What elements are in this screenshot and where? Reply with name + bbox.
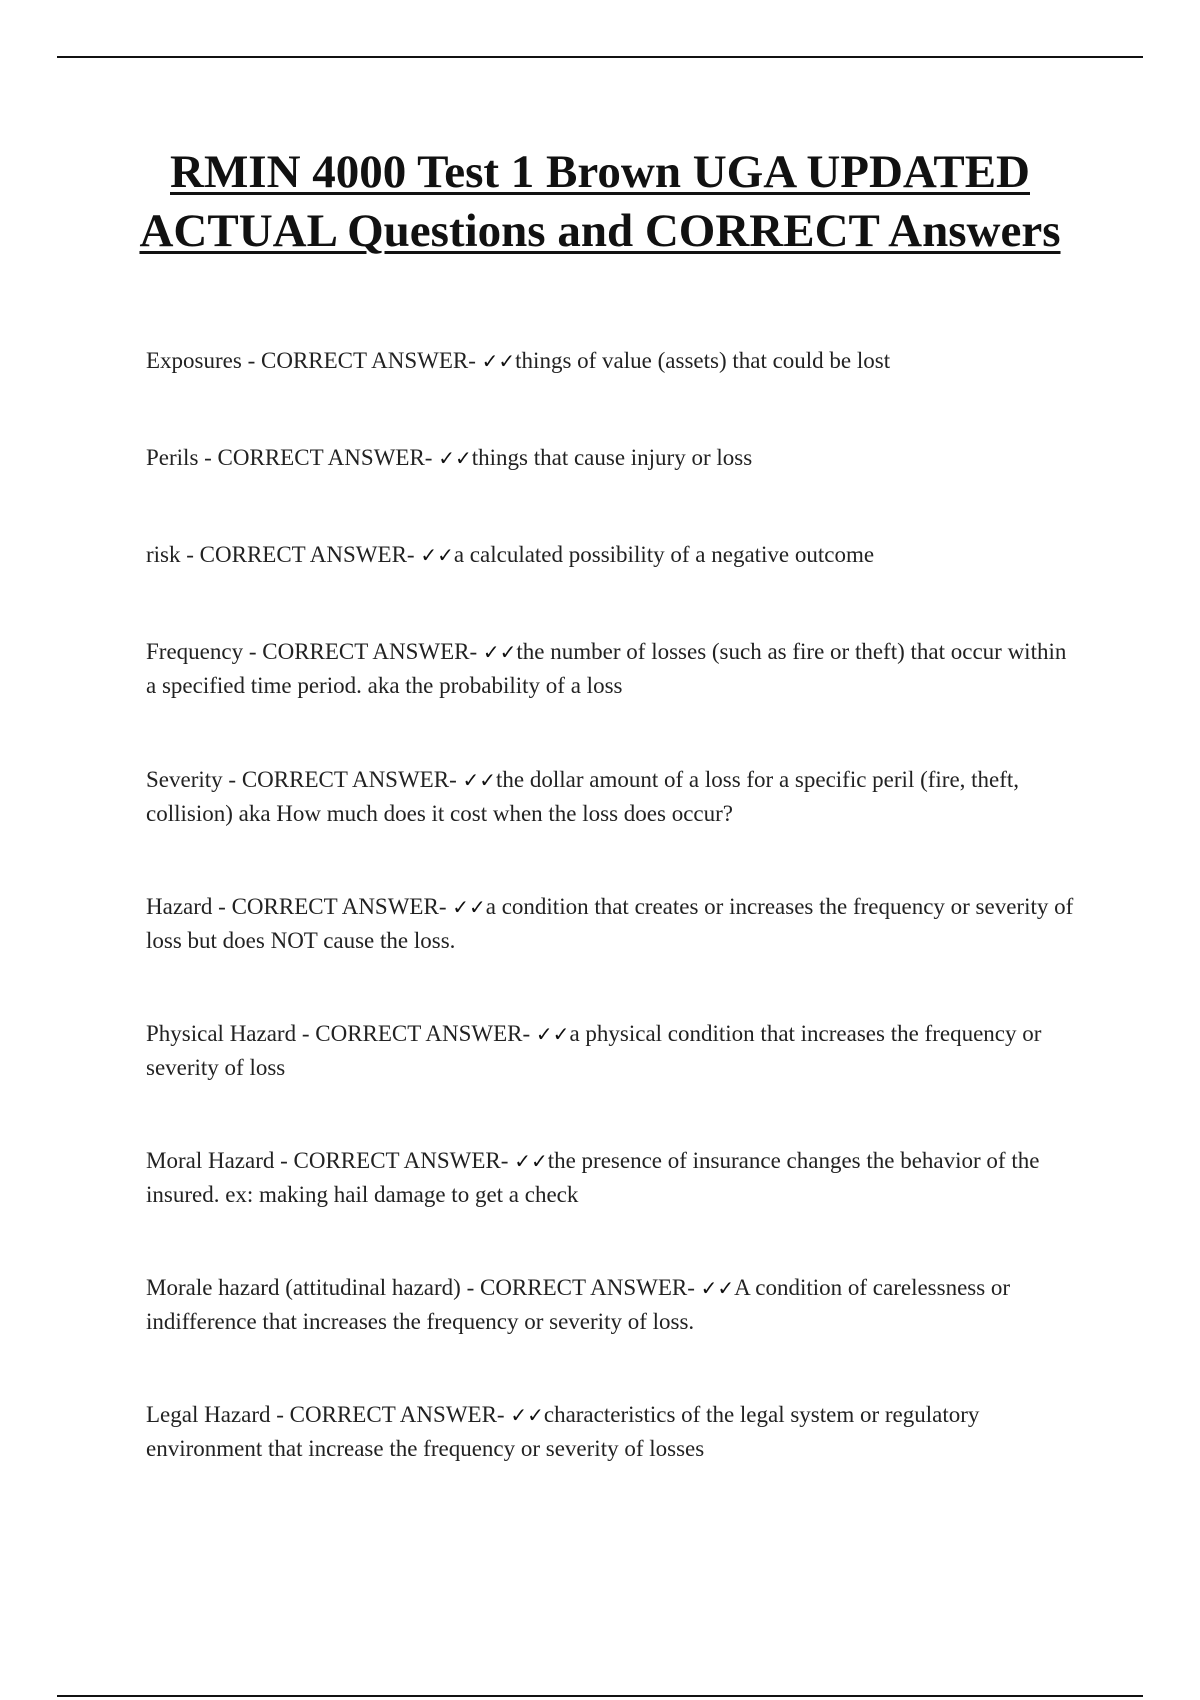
qa-definition: A condition of carelessness or indifference that increases the frequency or severity of loss. xyxy=(146,1275,1011,1334)
answer-marker: - CORRECT ANSWER- xyxy=(186,542,421,567)
qa-term: risk xyxy=(146,542,181,567)
answer-marker: - CORRECT ANSWER- xyxy=(218,894,453,919)
qa-item-frequency xyxy=(146,635,1076,702)
answer-marker: - CORRECT ANSWER- xyxy=(466,1275,701,1300)
check-icon: ✓✓ xyxy=(514,1149,548,1173)
check-icon: ✓✓ xyxy=(438,446,472,470)
qa-definition: things of value (assets) that could be lost xyxy=(515,348,891,373)
qa-definition: a condition that creates or increases the frequency or severity of loss but does NOT cause the loss. xyxy=(146,894,1074,953)
check-icon: ✓✓ xyxy=(535,1022,570,1046)
qa-term: Legal Hazard xyxy=(146,1402,271,1427)
answer-marker: - CORRECT ANSWER- xyxy=(228,767,463,792)
check-icon: ✓✓ xyxy=(482,640,517,664)
qa-item-risk xyxy=(146,538,1076,572)
qa-item-legal-hazard xyxy=(146,1398,1076,1465)
qa-definition: the number of losses (such as fire or theft) that occur within a specified time period. aka the probability of a loss xyxy=(146,639,1067,698)
qa-item-moral-hazard xyxy=(146,1144,1076,1211)
check-icon: ✓✓ xyxy=(510,1403,544,1427)
check-icon: ✓✓ xyxy=(420,543,454,567)
top-rule xyxy=(57,56,1143,58)
qa-term: Morale hazard (attitudinal hazard) xyxy=(146,1275,461,1300)
qa-item-severity xyxy=(146,763,1076,830)
qa-item-perils xyxy=(146,441,1076,475)
check-icon: ✓✓ xyxy=(481,349,516,373)
qa-term: Perils xyxy=(146,445,199,470)
answer-marker: - CORRECT ANSWER- xyxy=(301,1021,536,1046)
answer-marker: - CORRECT ANSWER- xyxy=(276,1402,511,1427)
page-title: RMIN 4000 Test 1 Brown UGA UPDATED ACTUAL Questions and CORRECT Answers xyxy=(139,146,1061,257)
qa-item-hazard xyxy=(146,890,1076,957)
qa-definition: the dollar amount of a loss for a specific peril (fire, theft, collision) aka How much does it cost when the loss does occur? xyxy=(146,767,1020,826)
qa-term: Hazard xyxy=(146,894,213,919)
qa-definition: characteristics of the legal system or regulatory environment that increase the frequency or severity of losses xyxy=(146,1402,980,1461)
check-icon: ✓✓ xyxy=(452,895,486,919)
answer-marker: - CORRECT ANSWER- xyxy=(247,348,482,373)
qa-term: Moral Hazard xyxy=(146,1148,275,1173)
bottom-rule xyxy=(57,1695,1143,1697)
qa-definition: a physical condition that increases the frequency or severity of loss xyxy=(146,1021,1042,1080)
qa-item-exposures xyxy=(146,344,1076,378)
answer-marker: - CORRECT ANSWER- xyxy=(248,639,483,664)
answer-marker: - CORRECT ANSWER- xyxy=(204,445,439,470)
qa-definition: a calculated possibility of a negative outcome xyxy=(453,542,875,567)
check-icon: ✓✓ xyxy=(462,768,496,792)
qa-term: Frequency xyxy=(146,639,244,664)
qa-term: Exposures xyxy=(146,348,242,373)
qa-item-physical-hazard xyxy=(146,1017,1076,1084)
qa-term: Severity xyxy=(146,767,223,792)
qa-item-morale-hazard xyxy=(146,1271,1076,1338)
qa-definition: things that cause injury or loss xyxy=(471,445,753,470)
check-icon: ✓✓ xyxy=(700,1276,735,1300)
qa-definition: the presence of insurance changes the behavior of the insured. ex: making hail damage to get a check xyxy=(146,1148,1040,1207)
qa-term: Physical Hazard xyxy=(146,1021,297,1046)
answer-marker: - CORRECT ANSWER- xyxy=(280,1148,515,1173)
